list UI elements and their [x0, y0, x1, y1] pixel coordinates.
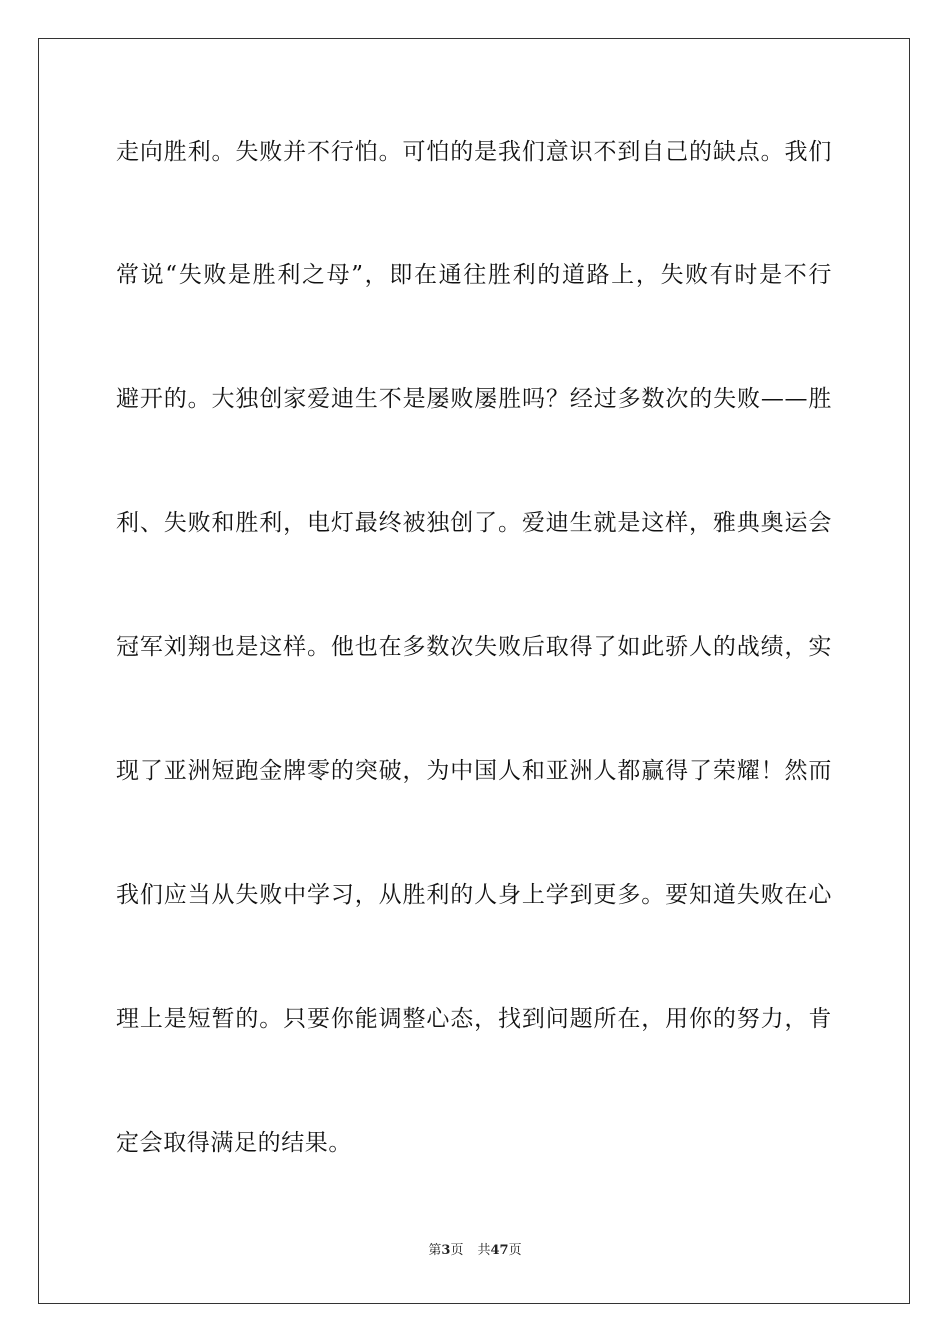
text-line: 常说“失败是胜利之母”，即在通往胜利的道路上，失败有时是不行: [116, 262, 832, 288]
page-footer: [0, 1243, 950, 1259]
text-line: 我们应当从失败中学习，从胜利的人身上学到更多。要知道失败在心: [116, 882, 832, 908]
page-prefix: 第: [428, 1243, 442, 1258]
text-line: 利、失败和胜利，电灯最终被独创了。爱迪生就是这样，雅典奥运会: [116, 510, 832, 536]
page-number: 3: [441, 1243, 451, 1258]
text-line: 冠军刘翔也是这样。他也在多数次失败后取得了如此骄人的战绩，实: [116, 634, 832, 660]
total-prefix: 共: [477, 1243, 491, 1258]
page-frame: [38, 38, 910, 1304]
text-line: 理上是短暂的。只要你能调整心态，找到问题所在，用你的努力，肯: [116, 1006, 832, 1032]
total-pages: 47: [490, 1243, 509, 1258]
text-line: 定会取得满足的结果。: [116, 1130, 352, 1156]
page-suffix: 页: [450, 1243, 464, 1258]
total-suffix: 页: [508, 1243, 522, 1258]
text-line: 现了亚洲短跑金牌零的突破，为中国人和亚洲人都赢得了荣耀！然而: [116, 758, 832, 784]
text-line: 避开的。大独创家爱迪生不是屡败屡胜吗？经过多数次的失败——胜: [116, 386, 832, 412]
text-line: 走向胜利。失败并不行怕。可怕的是我们意识不到自己的缺点。我们: [116, 139, 832, 165]
